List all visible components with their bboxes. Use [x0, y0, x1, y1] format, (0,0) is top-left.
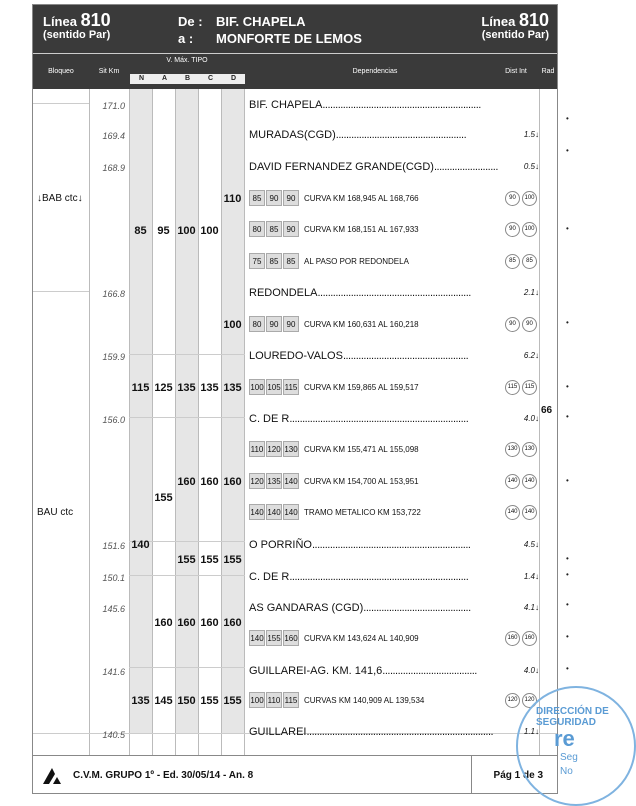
speed-box: 140	[249, 504, 265, 520]
speed-b: 160	[177, 476, 196, 488]
hline	[33, 291, 89, 292]
distance: 1.1↓	[523, 727, 539, 736]
margin-bullet: •	[566, 476, 569, 485]
speed-pill: 120	[522, 693, 537, 708]
station-name: DAVID FERNANDEZ GRANDE(CGD)	[249, 161, 434, 173]
station-row: BIF. CHAPELA..............................................................	[249, 99, 481, 111]
speed-d: 155	[223, 695, 242, 707]
speed-pill: 160	[522, 631, 537, 646]
column-header	[33, 53, 557, 89]
station-row: DAVID FERNANDEZ GRANDE(CGD).........................	[249, 161, 498, 173]
vline	[198, 89, 199, 755]
station-row: MURADAS(CGD)...................................................	[249, 129, 467, 141]
speed-pill: 160	[505, 631, 520, 646]
speed-pill: 100	[522, 191, 537, 206]
station-row: AS GANDARAS (CGD)..........................................	[249, 602, 471, 614]
col-sitkm: Sit Km	[98, 68, 120, 75]
distance: 1.4↓	[523, 572, 539, 581]
curve-text: CURVAS KM 140,909 AL 139,534	[304, 695, 425, 705]
margin-bullet: •	[566, 570, 569, 579]
stamp-text: re	[554, 726, 575, 751]
speed-c: 100	[200, 225, 219, 237]
line-number: 810	[518, 10, 549, 30]
col-b: B	[176, 74, 199, 84]
speed-d: 155	[223, 554, 242, 566]
col-d: D	[222, 74, 245, 84]
speed-pill: 90	[505, 191, 520, 206]
speed-box: 160	[283, 630, 299, 646]
distance: 2.1↓	[523, 288, 539, 297]
speed-box: 135	[266, 473, 282, 489]
speed-pill: 130	[522, 442, 537, 457]
km-marker: 151.6	[102, 541, 125, 551]
station-row: GUILLAREI.........................................................................	[249, 726, 494, 738]
speed-box: 90	[283, 190, 299, 206]
shade-b	[175, 89, 198, 733]
distance: 4.0↓	[523, 414, 539, 423]
distance: 4.0↓	[523, 666, 539, 675]
speed-a: 125	[154, 382, 173, 394]
speed-pill: 85	[505, 254, 520, 269]
km-marker: 166.8	[102, 289, 125, 299]
curve-text: CURVA KM 154,700 AL 153,951	[304, 476, 419, 486]
station-row: C. DE R......................................................................	[249, 571, 469, 583]
vline	[175, 89, 176, 755]
page-number: Pág 1 de 3	[493, 770, 543, 781]
distance: 1.5↓	[523, 130, 539, 139]
station-name: REDONDELA	[249, 287, 318, 299]
document-page	[32, 4, 558, 794]
speed-d: 100	[223, 319, 242, 331]
curve-text: CURVA KM 168,151 AL 167,933	[304, 224, 419, 234]
vline	[244, 89, 245, 755]
speed-box: 115	[283, 692, 299, 708]
hline	[129, 354, 245, 355]
speed-box: 90	[266, 316, 282, 332]
speed-box: 130	[283, 441, 299, 457]
speed-c: 160	[200, 476, 219, 488]
curve-row	[249, 630, 419, 646]
speed-pill: 140	[505, 505, 520, 520]
margin-bullet: •	[566, 632, 569, 641]
speed-box: 85	[249, 190, 265, 206]
margin-bullet: •	[566, 554, 569, 563]
station-row: O PORRIÑO..............................................................	[249, 539, 471, 551]
speed-box: 140	[249, 630, 265, 646]
station-name: MURADAS(CGD)	[249, 129, 336, 141]
vline	[539, 89, 540, 755]
margin-bullet: •	[566, 412, 569, 421]
speed-box: 115	[283, 379, 299, 395]
station-name: O PORRIÑO	[249, 539, 312, 551]
km-marker: 168.9	[102, 163, 125, 173]
margin-bullet: •	[566, 664, 569, 673]
col-dependencias: Dependencias	[352, 68, 398, 75]
speed-pill: 115	[505, 380, 520, 395]
hline	[129, 417, 245, 418]
curve-row	[249, 473, 419, 489]
col-bloqueo: Bloqueo	[48, 68, 74, 75]
speed-b: 155	[177, 554, 196, 566]
distance: 0.5↓	[523, 162, 539, 171]
speed-pill: 130	[505, 442, 520, 457]
distance: 6.2↓	[523, 351, 539, 360]
speed-box: 155	[266, 630, 282, 646]
schedule-grid	[33, 89, 557, 755]
speed-box: 90	[283, 316, 299, 332]
speed-c: 155	[200, 695, 219, 707]
col-c: C	[199, 74, 222, 84]
speed-pill: 120	[505, 693, 520, 708]
speed-n: 140	[131, 539, 150, 551]
speed-b: 150	[177, 695, 196, 707]
line-label: Línea	[481, 14, 516, 29]
curve-row	[249, 692, 424, 708]
speed-pill: 90	[522, 317, 537, 332]
speed-box: 110	[249, 441, 265, 457]
line-direction: (sentido Par)	[43, 29, 111, 41]
speed-box: 85	[266, 221, 282, 237]
station-name: BIF. CHAPELA	[249, 99, 323, 111]
block-bau: BAU ctc	[37, 507, 74, 518]
stamp-text: No	[560, 766, 573, 777]
block-bab: ↓BAB ctc↓	[37, 193, 83, 204]
adif-logo-icon	[41, 766, 63, 786]
speed-box: 90	[283, 221, 299, 237]
station-name: C. DE R	[249, 413, 290, 425]
speed-pill: 115	[522, 380, 537, 395]
km-marker: 171.0	[102, 101, 125, 111]
curve-row	[249, 316, 419, 332]
speed-pill: 140	[522, 505, 537, 520]
radius-value: 66	[541, 405, 553, 416]
shade-n	[129, 89, 152, 733]
speed-box: 140	[266, 504, 282, 520]
speed-a: 155	[154, 492, 173, 504]
curve-row	[249, 190, 419, 206]
speed-n: 135	[131, 695, 150, 707]
speed-pill: 90	[505, 317, 520, 332]
speed-d: 160	[223, 476, 242, 488]
speed-a: 160	[154, 617, 173, 629]
speed-d: 160	[223, 617, 242, 629]
curve-text: CURVA KM 168,945 AL 168,766	[304, 193, 419, 203]
speed-box: 85	[283, 253, 299, 269]
speed-box: 120	[249, 473, 265, 489]
station-name: AS GANDARAS (CGD)	[249, 602, 364, 614]
speed-b: 135	[177, 382, 196, 394]
curve-text: CURVA KM 155,471 AL 155,098	[304, 444, 419, 454]
speed-a: 95	[157, 225, 170, 237]
km-marker: 169.4	[102, 131, 125, 141]
to-value: MONFORTE DE LEMOS	[216, 31, 362, 46]
km-marker: 140.5	[102, 730, 125, 740]
line-direction: (sentido Par)	[481, 29, 549, 41]
curve-text: CURVA KM 160,631 AL 160,218	[304, 319, 419, 329]
curve-text: CURVA KM 143,624 AL 140,909	[304, 633, 419, 643]
vline	[221, 89, 222, 755]
speed-b: 100	[177, 225, 196, 237]
curve-row	[249, 221, 419, 237]
to-label: a :	[178, 31, 194, 46]
line-label: Línea	[43, 14, 77, 29]
speed-box: 80	[249, 316, 265, 332]
speed-box: 85	[266, 253, 282, 269]
hline	[129, 575, 245, 576]
margin-bullet: •	[566, 382, 569, 391]
footer-divider	[471, 756, 472, 794]
hline	[129, 667, 245, 668]
line-right	[481, 10, 549, 41]
speed-box: 140	[283, 473, 299, 489]
vline	[152, 89, 153, 755]
speed-pill: 140	[505, 474, 520, 489]
page-header	[33, 5, 557, 53]
speed-box: 100	[249, 379, 265, 395]
curve-text: CURVA KM 159,865 AL 159,517	[304, 382, 419, 392]
speed-c: 155	[200, 554, 219, 566]
col-dist: Dist Int	[505, 68, 527, 75]
station-row: GUILLAREI-AG. KM. 141,6.....................................	[249, 665, 477, 677]
station-name: GUILLAREI	[249, 726, 307, 738]
col-n: N	[130, 74, 153, 84]
speed-box: 140	[283, 504, 299, 520]
curve-row	[249, 379, 419, 395]
margin-bullet: •	[566, 224, 569, 233]
stamp-text: DIRECCIÓN DE SEGURIDAD	[536, 706, 609, 728]
vline	[129, 89, 130, 755]
speed-d: 135	[223, 382, 242, 394]
speed-box: 75	[249, 253, 265, 269]
km-marker: 141.6	[102, 667, 125, 677]
curve-row	[249, 441, 419, 457]
speed-c: 135	[200, 382, 219, 394]
hline	[33, 103, 89, 104]
margin-bullet: •	[566, 114, 569, 123]
speed-d: 110	[223, 193, 242, 205]
speed-n: 115	[131, 382, 150, 394]
line-number: 810	[80, 10, 111, 30]
station-row: LOUREDO-VALOS.................................................	[249, 350, 469, 362]
speed-box: 90	[266, 190, 282, 206]
col-rad: Rad	[541, 68, 555, 75]
curve-text: TRAMO METALICO KM 153,722	[304, 507, 421, 517]
km-marker: 145.6	[102, 604, 125, 614]
curve-row	[249, 253, 409, 269]
speed-pill: 85	[522, 254, 537, 269]
station-row: C. DE R......................................................................	[249, 413, 469, 425]
speed-c: 160	[200, 617, 219, 629]
distance: 4.1↓	[523, 603, 539, 612]
speed-pill: 90	[505, 222, 520, 237]
curve-text: AL PASO POR REDONDELA	[304, 256, 409, 266]
speed-box: 100	[249, 692, 265, 708]
speed-n: 85	[134, 225, 147, 237]
speed-a: 145	[154, 695, 173, 707]
speed-box: 110	[266, 692, 282, 708]
stamp-text: Seg	[560, 752, 578, 763]
speed-box: 80	[249, 221, 265, 237]
curve-row	[249, 504, 421, 520]
from-label: De :	[178, 14, 203, 29]
margin-bullet: •	[566, 600, 569, 609]
page-footer	[33, 755, 557, 793]
km-marker: 156.0	[102, 415, 125, 425]
from-value: BIF. CHAPELA	[216, 14, 306, 29]
speed-box: 105	[266, 379, 282, 395]
distance: 4.5↓	[523, 540, 539, 549]
route	[178, 13, 362, 47]
col-a: A	[153, 74, 176, 84]
shade-d	[221, 89, 244, 733]
station-name: C. DE R	[249, 571, 290, 583]
speed-box: 120	[266, 441, 282, 457]
security-stamp	[516, 686, 636, 806]
speed-pill: 100	[522, 222, 537, 237]
speed-b: 160	[177, 617, 196, 629]
margin-bullet: •	[566, 318, 569, 327]
station-row: REDONDELA............................................................	[249, 287, 471, 299]
margin-bullet: •	[566, 146, 569, 155]
km-marker: 150.1	[102, 573, 125, 583]
km-marker: 159.9	[102, 352, 125, 362]
col-vmax: V. Máx. TIPO	[166, 57, 208, 64]
station-name: GUILLAREI-AG. KM. 141,6	[249, 665, 383, 677]
line-left	[43, 10, 111, 41]
footer-edition: C.V.M. GRUPO 1º - Ed. 30/05/14 - An. 8	[73, 770, 254, 781]
speed-pill: 140	[522, 474, 537, 489]
station-name: LOUREDO-VALOS	[249, 350, 343, 362]
